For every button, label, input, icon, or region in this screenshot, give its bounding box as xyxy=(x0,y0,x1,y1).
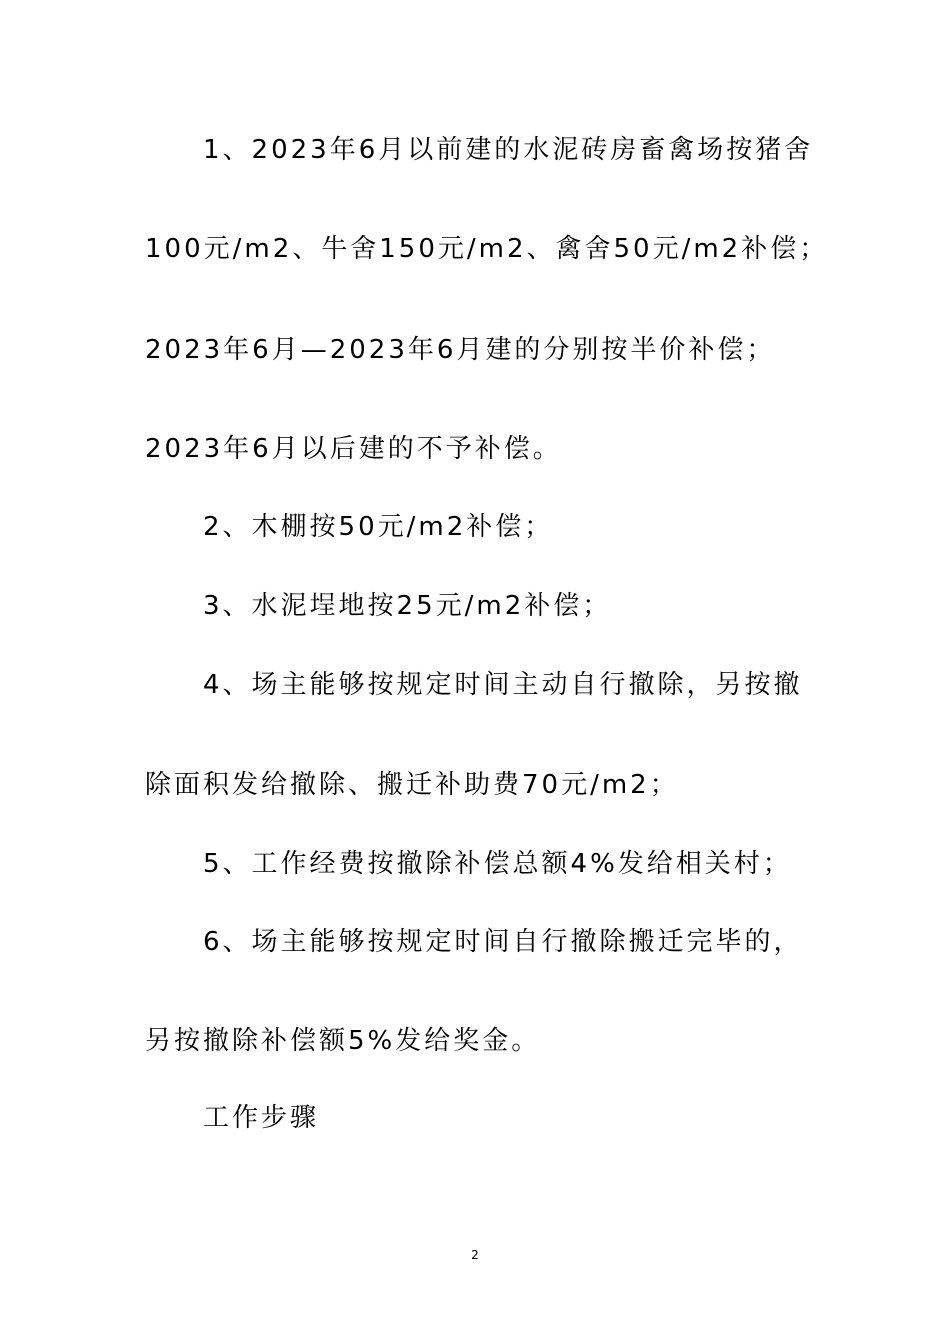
text-line-item-1-end: 2023年6月以后建的不予补偿。 xyxy=(145,434,562,464)
text-line-item-1-cont: 100元/m2、牛舍150元/m2、禽舍50元/m2补偿； xyxy=(145,234,829,264)
text-line-item-6-start: 6、场主能够按规定时间自行撤除搬迁完毕的， xyxy=(203,927,803,957)
text-line-item-3: 3、水泥埕地按25元/m2补偿； xyxy=(203,591,612,621)
text-line-item-4-end: 除面积发给撤除、搬迁补助费70元/m2； xyxy=(145,770,679,800)
text-line-item-5: 5、工作经费按撤除补偿总额4%发给相关村； xyxy=(203,849,792,879)
text-line-item-1-cont-2: 2023年6月—2023年6月建的分别按半价补偿； xyxy=(145,335,776,365)
text-line-item-4-start: 4、场主能够按规定时间主动自行撤除，另按撤 xyxy=(203,670,803,700)
text-line-item-2: 2、木棚按50元/m2补偿； xyxy=(203,512,554,542)
page-number: 2 xyxy=(471,1248,479,1262)
text-line-item-6-end: 另按撤除补偿额5%发给奖金。 xyxy=(145,1026,541,1056)
section-heading-work-steps: 工作步骤 xyxy=(203,1103,320,1133)
text-line-item-1-start: 1、2023年6月以前建的水泥砖房畜禽场按猪舍 xyxy=(203,135,814,165)
